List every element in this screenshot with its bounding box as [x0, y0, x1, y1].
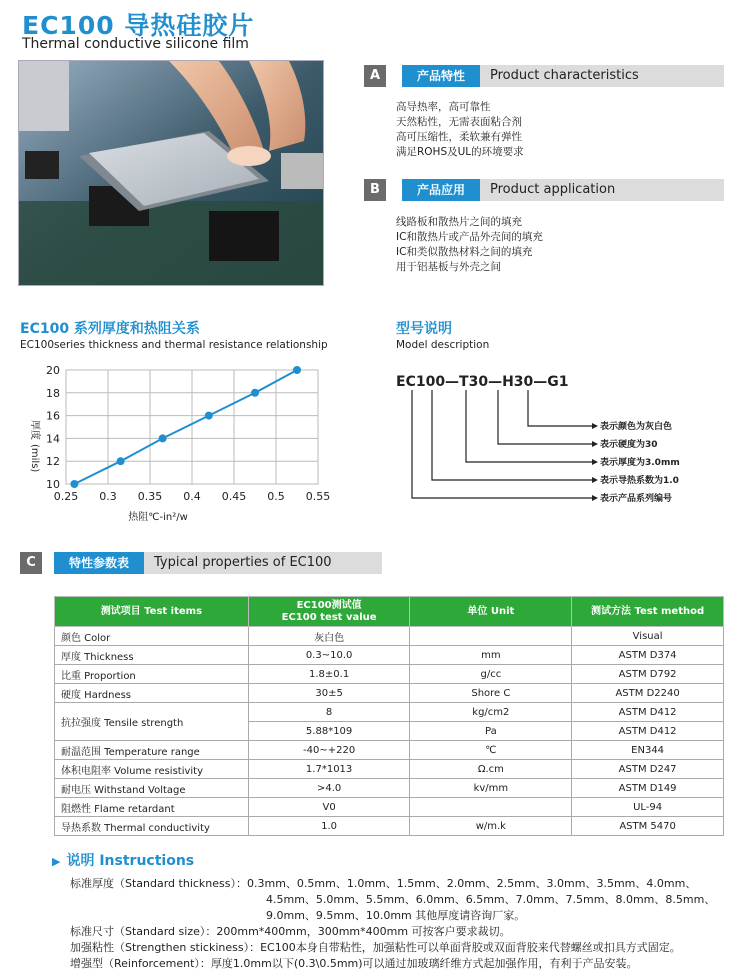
table-header-row [55, 597, 724, 627]
instruction-line: 标准尺寸（Standard size）：200mm*400mm，300mm*400mm 可按客户要求裁切。 [70, 925, 511, 938]
cell-method: ASTM D149 [572, 779, 724, 798]
section-b-header [364, 179, 724, 201]
data-point [159, 434, 167, 442]
y-ticks [46, 364, 60, 491]
x-tick-label: 0.45 [221, 490, 247, 503]
properties-table [54, 596, 724, 836]
cell-unit [410, 627, 572, 646]
cell-value: 0.3~10.0 [248, 646, 410, 665]
model-code: EC100—T30—H30—G1 [396, 374, 569, 390]
chart-heading-cn: EC100 系列厚度和热阻关系 [20, 321, 200, 337]
arrow-head [592, 441, 598, 447]
table-row [55, 779, 724, 798]
page-subtitle: Thermal conductive silicone film [22, 36, 249, 52]
cell-item: 比重 Proportion [55, 665, 249, 684]
leader-line-ec100-t [432, 390, 592, 480]
cell-value: 8 [248, 703, 410, 722]
table-row [55, 627, 724, 646]
section-c-en-title: Typical properties of EC100 [154, 555, 332, 570]
y-tick-label: 12 [46, 455, 60, 469]
model-legend-thickness: 表示厚度为3.0mm [600, 458, 680, 468]
section-a-cn-title: 产品特性 [402, 65, 480, 87]
cell-value: 5.88*109 [248, 722, 410, 741]
instructions-title-text: 说明 Instructions [66, 853, 195, 869]
chart-heading-en: EC100series thickness and thermal resistance relationship [20, 339, 328, 351]
cell-value: 1.8±0.1 [248, 665, 410, 684]
page-title: EC100 导热硅胶片 [22, 11, 255, 40]
section-b-en-title: Product application [490, 182, 616, 197]
cell-unit: Pa [410, 722, 572, 741]
header-test-method: 测试方法 Test method [572, 597, 724, 627]
section-c-letter: C [20, 552, 42, 574]
x-axis-label: 热阻℃-in²/w [128, 512, 188, 523]
cell-method: ASTM D374 [572, 646, 724, 665]
model-diagram [392, 368, 692, 518]
section-c-cn-title: 特性参数表 [54, 552, 144, 574]
table-row [55, 760, 724, 779]
cell-method: ASTM D247 [572, 760, 724, 779]
arrow-head [592, 459, 598, 465]
cell-unit: mm [410, 646, 572, 665]
cell-unit: Ω.cm [410, 760, 572, 779]
table-row [55, 684, 724, 703]
list-item: 满足ROHS及UL的环境要求 [396, 146, 524, 158]
table-row [55, 665, 724, 684]
cell-item: 阻燃性 Flame retardant [55, 798, 249, 817]
list-item: IC和散热片或产品外壳间的填充 [396, 231, 543, 243]
table-row [55, 646, 724, 665]
arrow-head [592, 495, 598, 501]
model-legend-hardness: 表示硬度为30 [600, 440, 658, 450]
section-a-list [396, 100, 524, 160]
cell-item: 耐温范围 Temperature range [55, 741, 249, 760]
arrow-head [592, 477, 598, 483]
leader-line-h30 [498, 390, 592, 444]
cell-method: EN344 [572, 741, 724, 760]
table-row [55, 798, 724, 817]
product-photo [18, 60, 324, 286]
x-tick-label: 0.35 [137, 490, 163, 503]
cell-unit: g/cc [410, 665, 572, 684]
data-point [251, 389, 259, 397]
table-row [55, 817, 724, 836]
model-legend-conductivity: 表示导热系数为1.0 [600, 476, 679, 486]
list-item: 用于铝基板与外壳之间 [396, 261, 501, 273]
model-heading-cn: 型号说明 [396, 321, 452, 337]
y-tick-label: 10 [46, 478, 60, 491]
section-a-header [364, 65, 724, 87]
data-point [205, 412, 213, 420]
x-tick-label: 0.55 [305, 490, 331, 503]
triangle-bullet-icon: ▶ [52, 855, 61, 868]
cell-unit: kg/cm2 [410, 703, 572, 722]
section-c-header [20, 552, 382, 574]
data-point [293, 366, 301, 374]
y-tick-label: 16 [46, 409, 60, 423]
leader-line-g1 [528, 390, 592, 426]
section-a-bar [480, 65, 724, 87]
instruction-line: 加强粘性（Strengthen stickiness）：EC100本身自带粘性，加强粘性可以单面背胶或双面背胶来代替螺丝或扣具方式固定。 [70, 941, 681, 954]
x-tick-label: 0.25 [53, 490, 79, 503]
cell-value: 灰白色 [248, 627, 410, 646]
y-tick-label: 18 [46, 386, 60, 400]
x-ticks [54, 490, 331, 503]
x-tick-label: 0.5 [267, 490, 285, 503]
section-a-en-title: Product characteristics [490, 68, 639, 83]
header-test-items: 测试项目 Test items [55, 597, 249, 627]
model-legend-series: 表示产品系列编号 [600, 494, 673, 504]
instruction-line: 增强型（Reinforcement）：厚度1.0mm以下(0.3\0.5mm)可以通过加玻璃纤维方式起加强作用，有利于产品安装。 [70, 957, 638, 970]
thickness-resistance-chart [18, 356, 338, 526]
cell-item: 颜色 Color [55, 627, 249, 646]
cell-unit: kv/mm [410, 779, 572, 798]
x-tick-label: 0.4 [183, 490, 201, 503]
cell-method: ASTM D412 [572, 722, 724, 741]
cell-item: 厚度 Thickness [55, 646, 249, 665]
cell-method: ASTM D412 [572, 703, 724, 722]
section-b-cn-title: 产品应用 [402, 179, 480, 201]
y-tick-label: 20 [46, 364, 60, 377]
arrow-head [592, 423, 598, 429]
instruction-line: 9.0mm、9.5mm、10.0mm 其他厚度请咨询厂家。 [266, 909, 526, 922]
section-c-bar [144, 552, 382, 574]
instructions-body [70, 876, 740, 972]
cell-method: ASTM D2240 [572, 684, 724, 703]
product-photo-illustration [19, 61, 324, 286]
cell-value: -40~+220 [248, 741, 410, 760]
header-unit: 单位 Unit [410, 597, 572, 627]
cell-unit [410, 798, 572, 817]
y-axis-label-cn: 厚度 [29, 420, 40, 440]
cell-method: UL-94 [572, 798, 724, 817]
cell-method: Visual [572, 627, 724, 646]
y-tick-label: 14 [46, 432, 60, 446]
header-test-value-cn: EC100测试值 [296, 599, 362, 611]
list-item: 天然粘性，无需表面粘合剂 [396, 116, 522, 128]
data-point [70, 480, 78, 488]
cell-method: ASTM 5470 [572, 817, 724, 836]
cell-item: 体积电阻率 Volume resistivity [55, 760, 249, 779]
cell-item: 导热系数 Thermal conductivity [55, 817, 249, 836]
instruction-line: 4.5mm、5.0mm、5.5mm、6.0mm、6.5mm、7.0mm、7.5mm、8.0mm、8.5mm、 [266, 893, 716, 906]
cell-value: 1.0 [248, 817, 410, 836]
cell-item: 耐电压 Withstand Voltage [55, 779, 249, 798]
x-tick-label: 0.3 [99, 490, 117, 503]
section-b-letter: B [364, 179, 386, 201]
instructions-title [52, 850, 194, 870]
cell-unit: w/m.k [410, 817, 572, 836]
data-point [117, 457, 125, 465]
table-row [55, 703, 724, 722]
model-legend-color: 表示颜色为灰白色 [600, 422, 673, 432]
section-b-bar [480, 179, 724, 201]
cell-method: ASTM D792 [572, 665, 724, 684]
cell-value: 30±5 [248, 684, 410, 703]
cell-item: 硬度 Hardness [55, 684, 249, 703]
list-item: 线路板和散热片之间的填充 [396, 216, 522, 228]
model-heading-en: Model description [396, 339, 490, 351]
section-b-list [396, 215, 543, 275]
section-a-letter: A [364, 65, 386, 87]
cell-value: 1.7*1013 [248, 760, 410, 779]
cell-unit: ℃ [410, 741, 572, 760]
header-test-value [248, 597, 410, 627]
list-item: 高导热率，高可靠性 [396, 101, 491, 113]
table-row [55, 741, 724, 760]
list-item: 高可压缩性，柔软兼有弹性 [396, 131, 522, 143]
cell-value: >4.0 [248, 779, 410, 798]
y-axis-label-unit: (mils) [29, 444, 40, 473]
list-item: IC和类似散热材料之间的填充 [396, 246, 533, 258]
cell-item: 抗拉强度 Tensile strength [55, 703, 249, 741]
header-test-value-en: EC100 test value [281, 611, 377, 623]
cell-value: V0 [248, 798, 410, 817]
cell-unit: Shore C [410, 684, 572, 703]
instruction-line: 标准厚度（Standard thickness）：0.3mm、0.5mm、1.0mm、1.5mm、2.0mm、2.5mm、3.0mm、3.5mm、4.0mm、 [70, 877, 697, 890]
